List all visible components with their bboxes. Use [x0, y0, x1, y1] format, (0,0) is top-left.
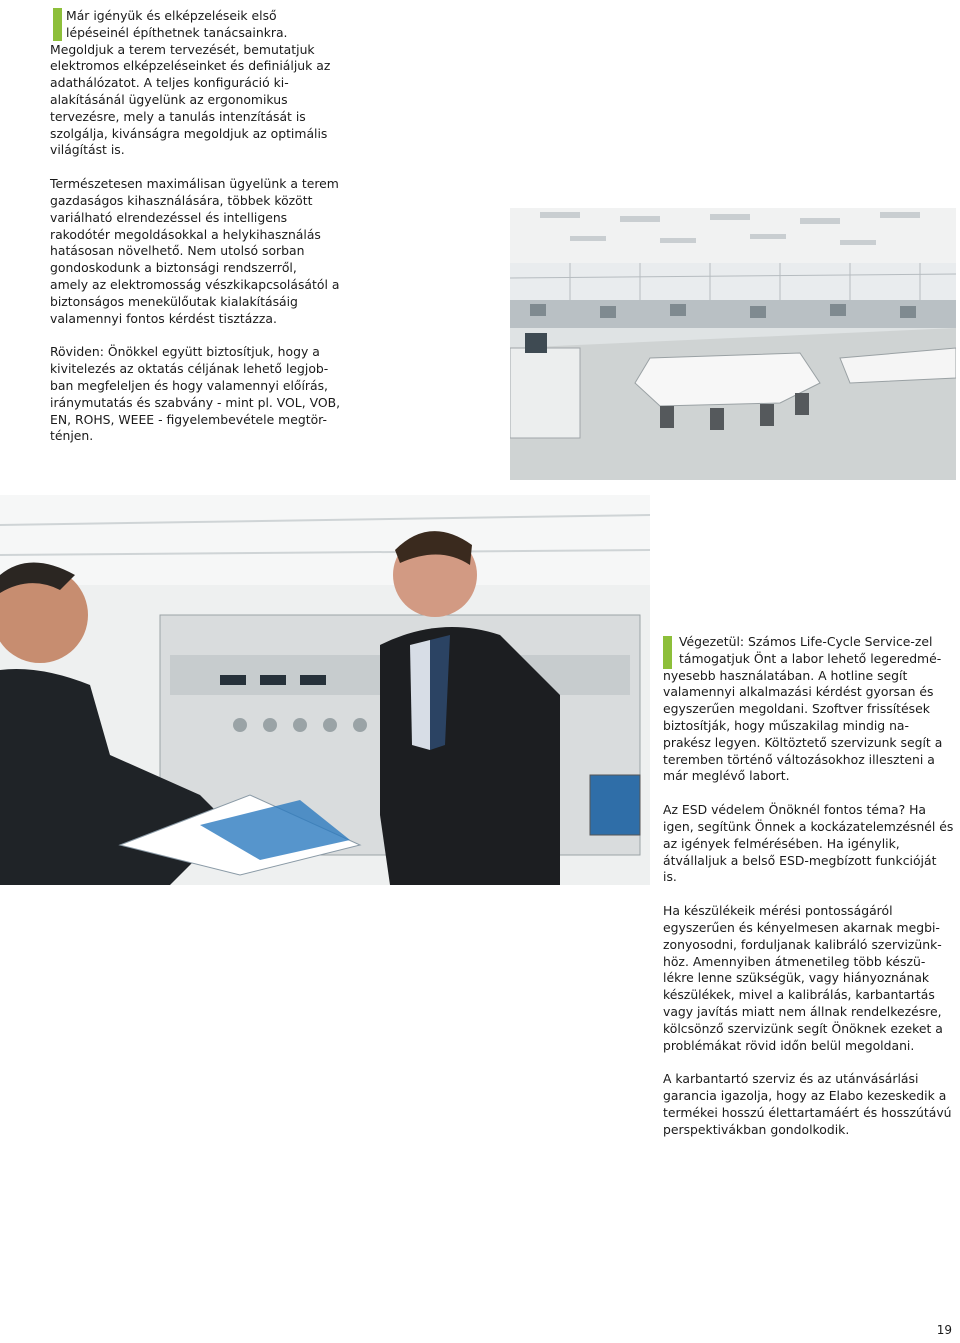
summary-paragraph: Röviden: Önökkel együtt biztosítjuk, hogy a kivitelezés az oktatás céljának lehető legjob- ban megfeleljen és hogy valamennyi előírás, iránymutatás és szabvány - mint pl. VOL, VOB, EN, ROHS, WEEE - figyelembevétele megtör- ténjen.: [50, 344, 341, 444]
intro-paragraph: Megoldjuk a terem tervezését, bemutatjuk elektromos elképzeléseinket és definiáljuk az adathálózatot. A teljes konfiguráció ki- alakításánál ügyelünk az ergonomikus tervezésre, mely a tanulás intenzítását is szolgálja, kivánságra megoldjuk az optimális világítást is.: [50, 41, 331, 158]
service-paragraph: nyesebb használatában. A hotline segít valamennyi alkalmazási kérdést gyorsan és egyszerűen megoldani. Szoftver frissítések biztosítják, hogy műszakilag mindig na- prakész legyen. Költöztető szervizunk segít a teremben történő változásokhoz illeszteni a már meglévő labort.: [663, 667, 943, 784]
page-number: 19: [936, 1323, 952, 1337]
left-text-column: [50, 8, 350, 445]
service-lead: Végezetül: Számos Life-Cycle Service-zel támogatjuk Önt a labor lehető legeredmé-: [679, 634, 942, 666]
calibration-paragraph: Ha készülékeik mérési pontosságáról egyszerűen és kényelmesen akarnak megbi- zonyosodni, forduljanak kalibráló szervizünk- höz. Amennyiben átmenetileg több készü- lékre lenne szükségük, vagy hiányoznának készülékek, mivel a kalibrálás, karbantartás vagy javítás miatt nem állnak rendelkezésre, kölcsönző szervizünk segít Önöknek ezeket a problémákat rövid időn belül megoldani.: [663, 903, 943, 1053]
intro-lead: Már igényük és elképzeléseik első lépéseinél építhetnek tanácsainkra.: [66, 8, 288, 40]
consultation-photo: [0, 495, 650, 885]
classroom-photo: [510, 208, 956, 480]
right-text-column: [663, 634, 960, 1139]
esd-paragraph: Az ESD védelem Önöknél fontos téma? Ha igen, segítünk Önnek a kockázatelemzésnél és az igények felmérésében. Ha igénylik, átvállaljuk a belső ESD-megbízott funkcióját is.: [663, 802, 954, 885]
space-utilization-paragraph: Természetesen maximálisan ügyelünk a terem gazdaságos kihasználására, többek között variálható elrendezéssel és intelligens rakodótér megoldásokkal a helykihasználás hatásosan növelhető. Nem utolsó sorban gondoskodunk a biztonsági rendszerről, amely az elektromosság vészkikapcsolásától a biztonságos menekülőutak kialakításáig valamennyi fontos kérdést tisztázza.: [50, 176, 340, 326]
maintenance-paragraph: A karbantartó szerviz és az utánvásárlási garancia igazolja, hogy az Elabo kezeskedik a termékei hosszú élettartamáért és hosszútávú perspektivákban gondolkodik.: [663, 1071, 952, 1137]
